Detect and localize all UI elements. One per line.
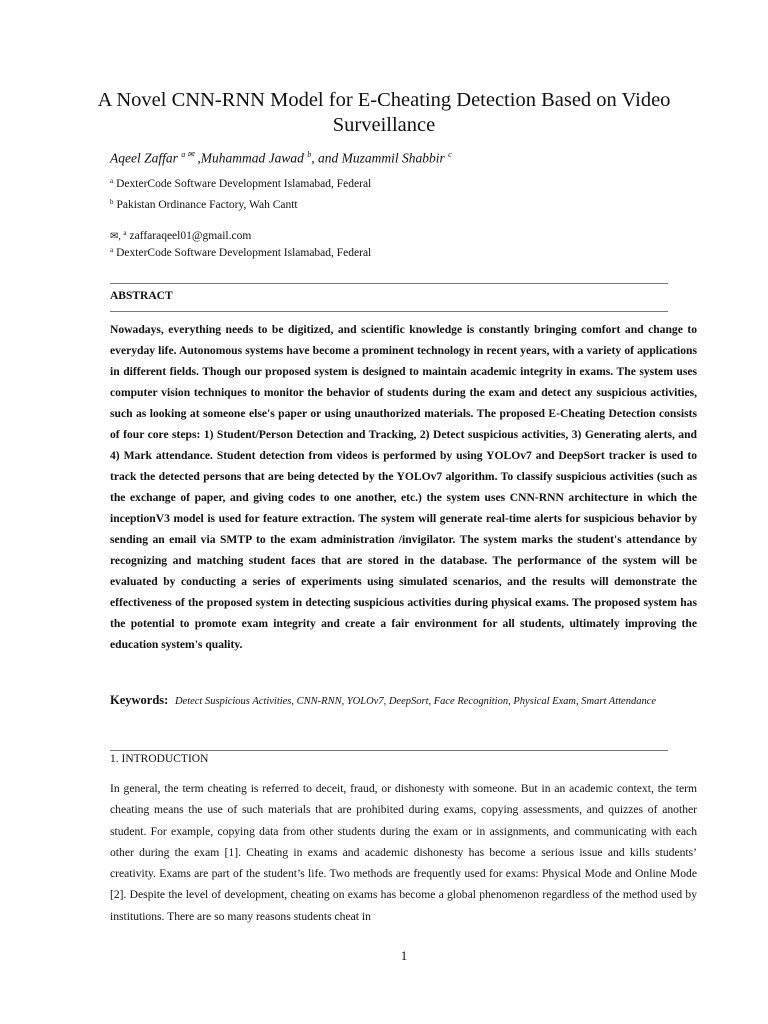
contact-affiliation: [110, 246, 371, 259]
affiliation-a-sup: a: [110, 177, 114, 185]
author-2: ,Muhammad Jawad: [197, 150, 304, 166]
affiliation-a: [110, 177, 371, 190]
author-1-sup: a ✉: [181, 150, 194, 159]
contact-affiliation-text: DexterCode Software Development Islamabad, Federal: [116, 247, 372, 259]
author-2-sup: b: [307, 150, 312, 159]
contact-affiliation-sup: a: [110, 246, 114, 254]
author-3: , and Muzammil Shabbir: [311, 150, 445, 166]
affiliation-b-text: Pakistan Ordinance Factory, Wah Cantt: [116, 199, 298, 211]
keywords-block: [110, 690, 697, 712]
section-heading-introduction: 1. INTRODUCTION: [110, 753, 209, 765]
envelope-icon: ✉,: [110, 231, 124, 242]
divider-top: [110, 283, 668, 284]
contact-sup: a: [123, 229, 127, 237]
author-3-sup: c: [448, 150, 452, 159]
affiliation-b-sup: b: [110, 198, 114, 206]
keywords-text: Detect Suspicious Activities, CNN-RNN, YOLOv7, DeepSort, Face Recognition, Physical Exam, Smart Attendance: [174, 696, 657, 707]
affiliation-a-text: DexterCode Software Development Islamabad, Federal: [116, 178, 372, 190]
introduction-text: In general, the term cheating is referred to deceit, fraud, or dishonesty with someone. But in an academic context, the term cheating means the use of such materials that are prohibited during exams, copying assessments, and quizzes of another student. For example, copying data from other students during the exam or in assignments, and communicating with each other during the exam [1]. Cheating in exams and academic dishonesty has become a serious issue and kills students’ creativity. Exams are part of the student’s life. Two methods are frequently used for exams: Physical Mode and Online Mode [2]. Despite the level of development, cheating on exams has become a global phenomenon regardless of the method used by institutions. There are so many reasons students cheat in: [110, 782, 697, 923]
keywords-label: Keywords:: [110, 693, 169, 707]
author-1: Aqeel Zaffar: [110, 150, 178, 166]
contact-email-line: [110, 229, 251, 242]
paper-title: A Novel CNN-RNN Model for E-Cheating Detection Based on Video Surveillance: [97, 89, 671, 136]
page-number: 1: [400, 948, 408, 963]
abstract-heading: ABSTRACT: [110, 290, 173, 302]
divider-abstract: [110, 311, 668, 312]
affiliation-b: [110, 198, 298, 211]
contact-email[interactable]: zaffaraqeel01@gmail.com: [129, 230, 252, 242]
abstract-text: Nowadays, everything needs to be digitized, and scientific knowledge is constantly bringing comfort and change to everyday life. Autonomous systems have become a prominent technology in recent years, with a variety of applications in different fields. Though our proposed system is designed to maintain academic integrity in exams. The system uses computer vision techniques to monitor the behavior of students during the exam and detect any suspicious activities, such as looking at someone else's paper or using unauthorized materials. The proposed E-Cheating Detection consists of four core steps: 1) Student/Person Detection and Tracking, 2) Detect suspicious activities, 3) Generating alerts, and 4) Mark attendance. Student detection from videos is performed by using YOLOv7 and DeepSort tracker is used to track the detected persons that are being detected by the YOLOv7 algorithm. To classify suspicious activities (such as the exchange of paper, and giving codes to one another, etc.) the system uses CNN-RNN architecture in which the inceptionV3 model is used for feature extraction. The system will generate real-time alerts for suspicious behavior by sending an email via SMTP to the exam administration /invigilator. The system marks the student's attendance by recognizing and matching student faces that are stored in the database. The performance of the system will be evaluated by conducting a series of experiments using simulated scenarios, and the results will demonstrate the effectiveness of the proposed system in detecting suspicious activities during physical exams. The proposed system has the potential to promote exam integrity and create a fair environment for all students, ultimately improving the education system's quality.: [110, 323, 697, 651]
divider-intro: [110, 750, 668, 751]
author-line: [110, 150, 452, 167]
